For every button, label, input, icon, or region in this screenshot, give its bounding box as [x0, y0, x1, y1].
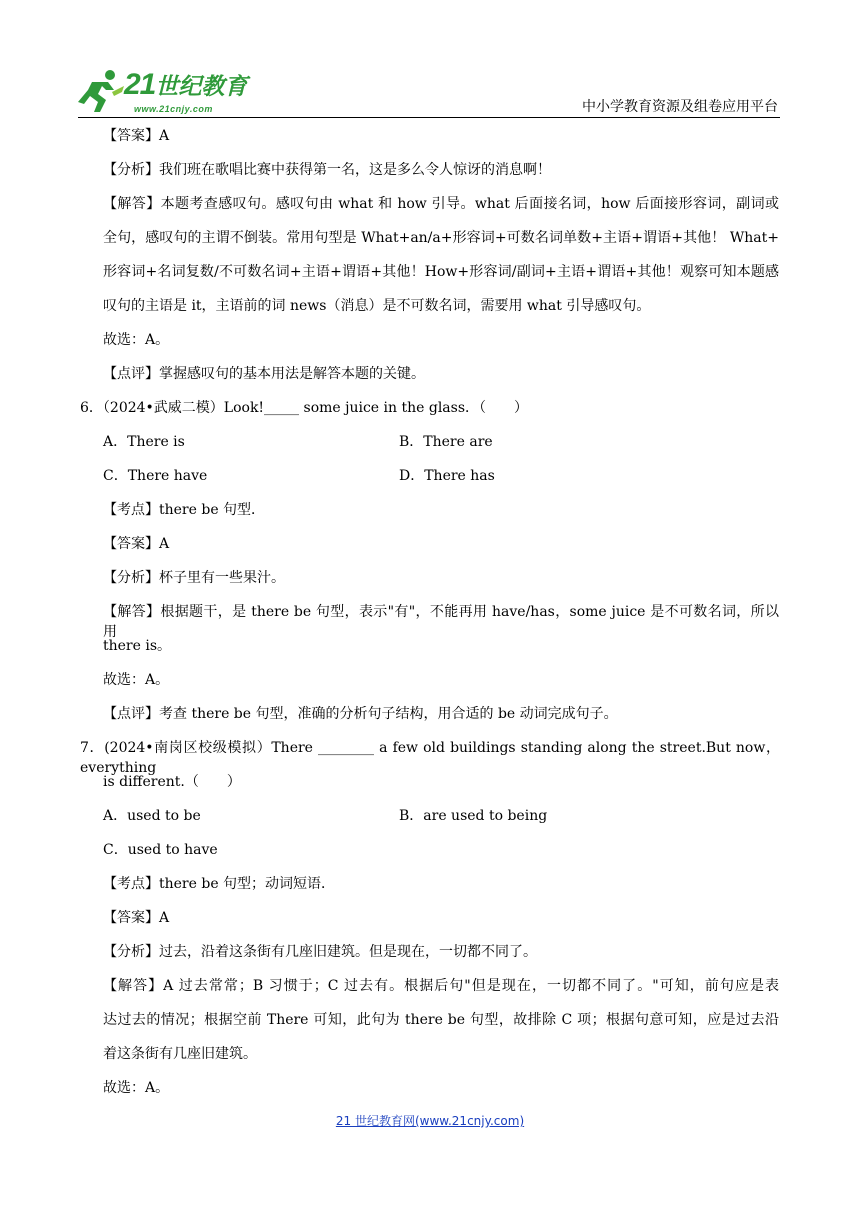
solution-line: 叹句的主语是 it，主语前的词 news（消息）是不可数名词，需要用 what 引导感叹句。: [103, 298, 651, 314]
answer-line: 【答案】A: [103, 910, 170, 926]
solution-line: 【解答】A 过去常常；B 习惯于；C 过去有。根据后句"但是现在，一切都不同了。"可知，前句应是表: [103, 978, 779, 994]
solution-line: 形容词+名词复数/不可数名词+主语+谓语+其他！How+形容词/副词+主语+谓语+其他！观察可知本题感: [103, 264, 779, 280]
runner-logo-icon: [78, 68, 126, 114]
option-a: A．There is: [103, 434, 185, 450]
solution-line: there is。: [103, 638, 172, 654]
logo-wordmark: 21世纪教育: [124, 68, 248, 101]
comment-line: 【点评】考查 there be 句型，准确的分析句子结构，用合适的 be 动词完成句子。: [103, 706, 618, 722]
header-divider: [78, 117, 780, 118]
option-a: A．used to be: [103, 808, 201, 824]
logo: [78, 66, 258, 116]
footer-link[interactable]: 21 世纪教育网(www.21cnjy.com): [335, 1114, 525, 1128]
choice-line: 故选：A。: [103, 672, 170, 688]
answer-line: 【答案】A: [103, 536, 170, 552]
option-b: B．are used to being: [399, 808, 548, 824]
answer-line: 【答案】A: [103, 128, 170, 144]
solution-line: 达过去的情况；根据空前 There 可知，此句为 there be 句型，故排除 C 项；根据句意可知，应是过去沿: [103, 1012, 779, 1028]
choice-line: 故选：A。: [103, 1080, 170, 1096]
question-7-cont: is different.（ ）: [103, 774, 241, 790]
topic-line: 【考点】there be 句型．: [103, 502, 266, 518]
logo-url: www.21cnjy.com: [134, 104, 213, 114]
analysis-line: 【分析】杯子里有一些果汁。: [103, 570, 285, 586]
platform-tagline: 中小学教育资源及组卷应用平台: [582, 99, 778, 115]
option-c: C．There have: [103, 468, 208, 484]
comment-line: 【点评】掌握感叹句的基本用法是解答本题的关键。: [103, 366, 425, 382]
page-footer: [0, 1112, 860, 1129]
analysis-line: 【分析】过去，沿着这条街有几座旧建筑。但是现在，一切都不同了。: [103, 944, 537, 960]
question-6: 6．（2024•武威二模）Look!_____ some juice in the glass．（ ）: [80, 400, 529, 416]
solution-line: 【解答】根据题干，是 there be 句型，表示"有"，不能再用 have/has，some juice 是不可数名词，所以用: [103, 604, 779, 640]
solution-line: 【解答】本题考查感叹句。感叹句由 what 和 how 引导。what 后面接名词，how 后面接形容词，副词或: [103, 196, 779, 212]
solution-line: 着这条街有几座旧建筑。: [103, 1046, 257, 1062]
question-7: 7．(2024•南岗区校级模拟）There ________ a few old buildings standing along the street.But now，everything: [80, 740, 780, 776]
topic-line: 【考点】there be 句型；动词短语．: [103, 876, 336, 892]
choice-line: 故选：A。: [103, 332, 170, 348]
option-c: C．used to have: [103, 842, 218, 858]
page-header: [78, 66, 778, 118]
analysis-line: 【分析】我们班在歌唱比赛中获得第一名，这是多么令人惊讶的消息啊！: [103, 162, 551, 178]
option-d: D．There has: [399, 468, 495, 484]
option-b: B．There are: [399, 434, 493, 450]
solution-line: 全句，感叹句的主谓不倒装。常用句型是 What+an/a+形容词+可数名词单数+主语+谓语+其他！ What+: [103, 230, 779, 246]
